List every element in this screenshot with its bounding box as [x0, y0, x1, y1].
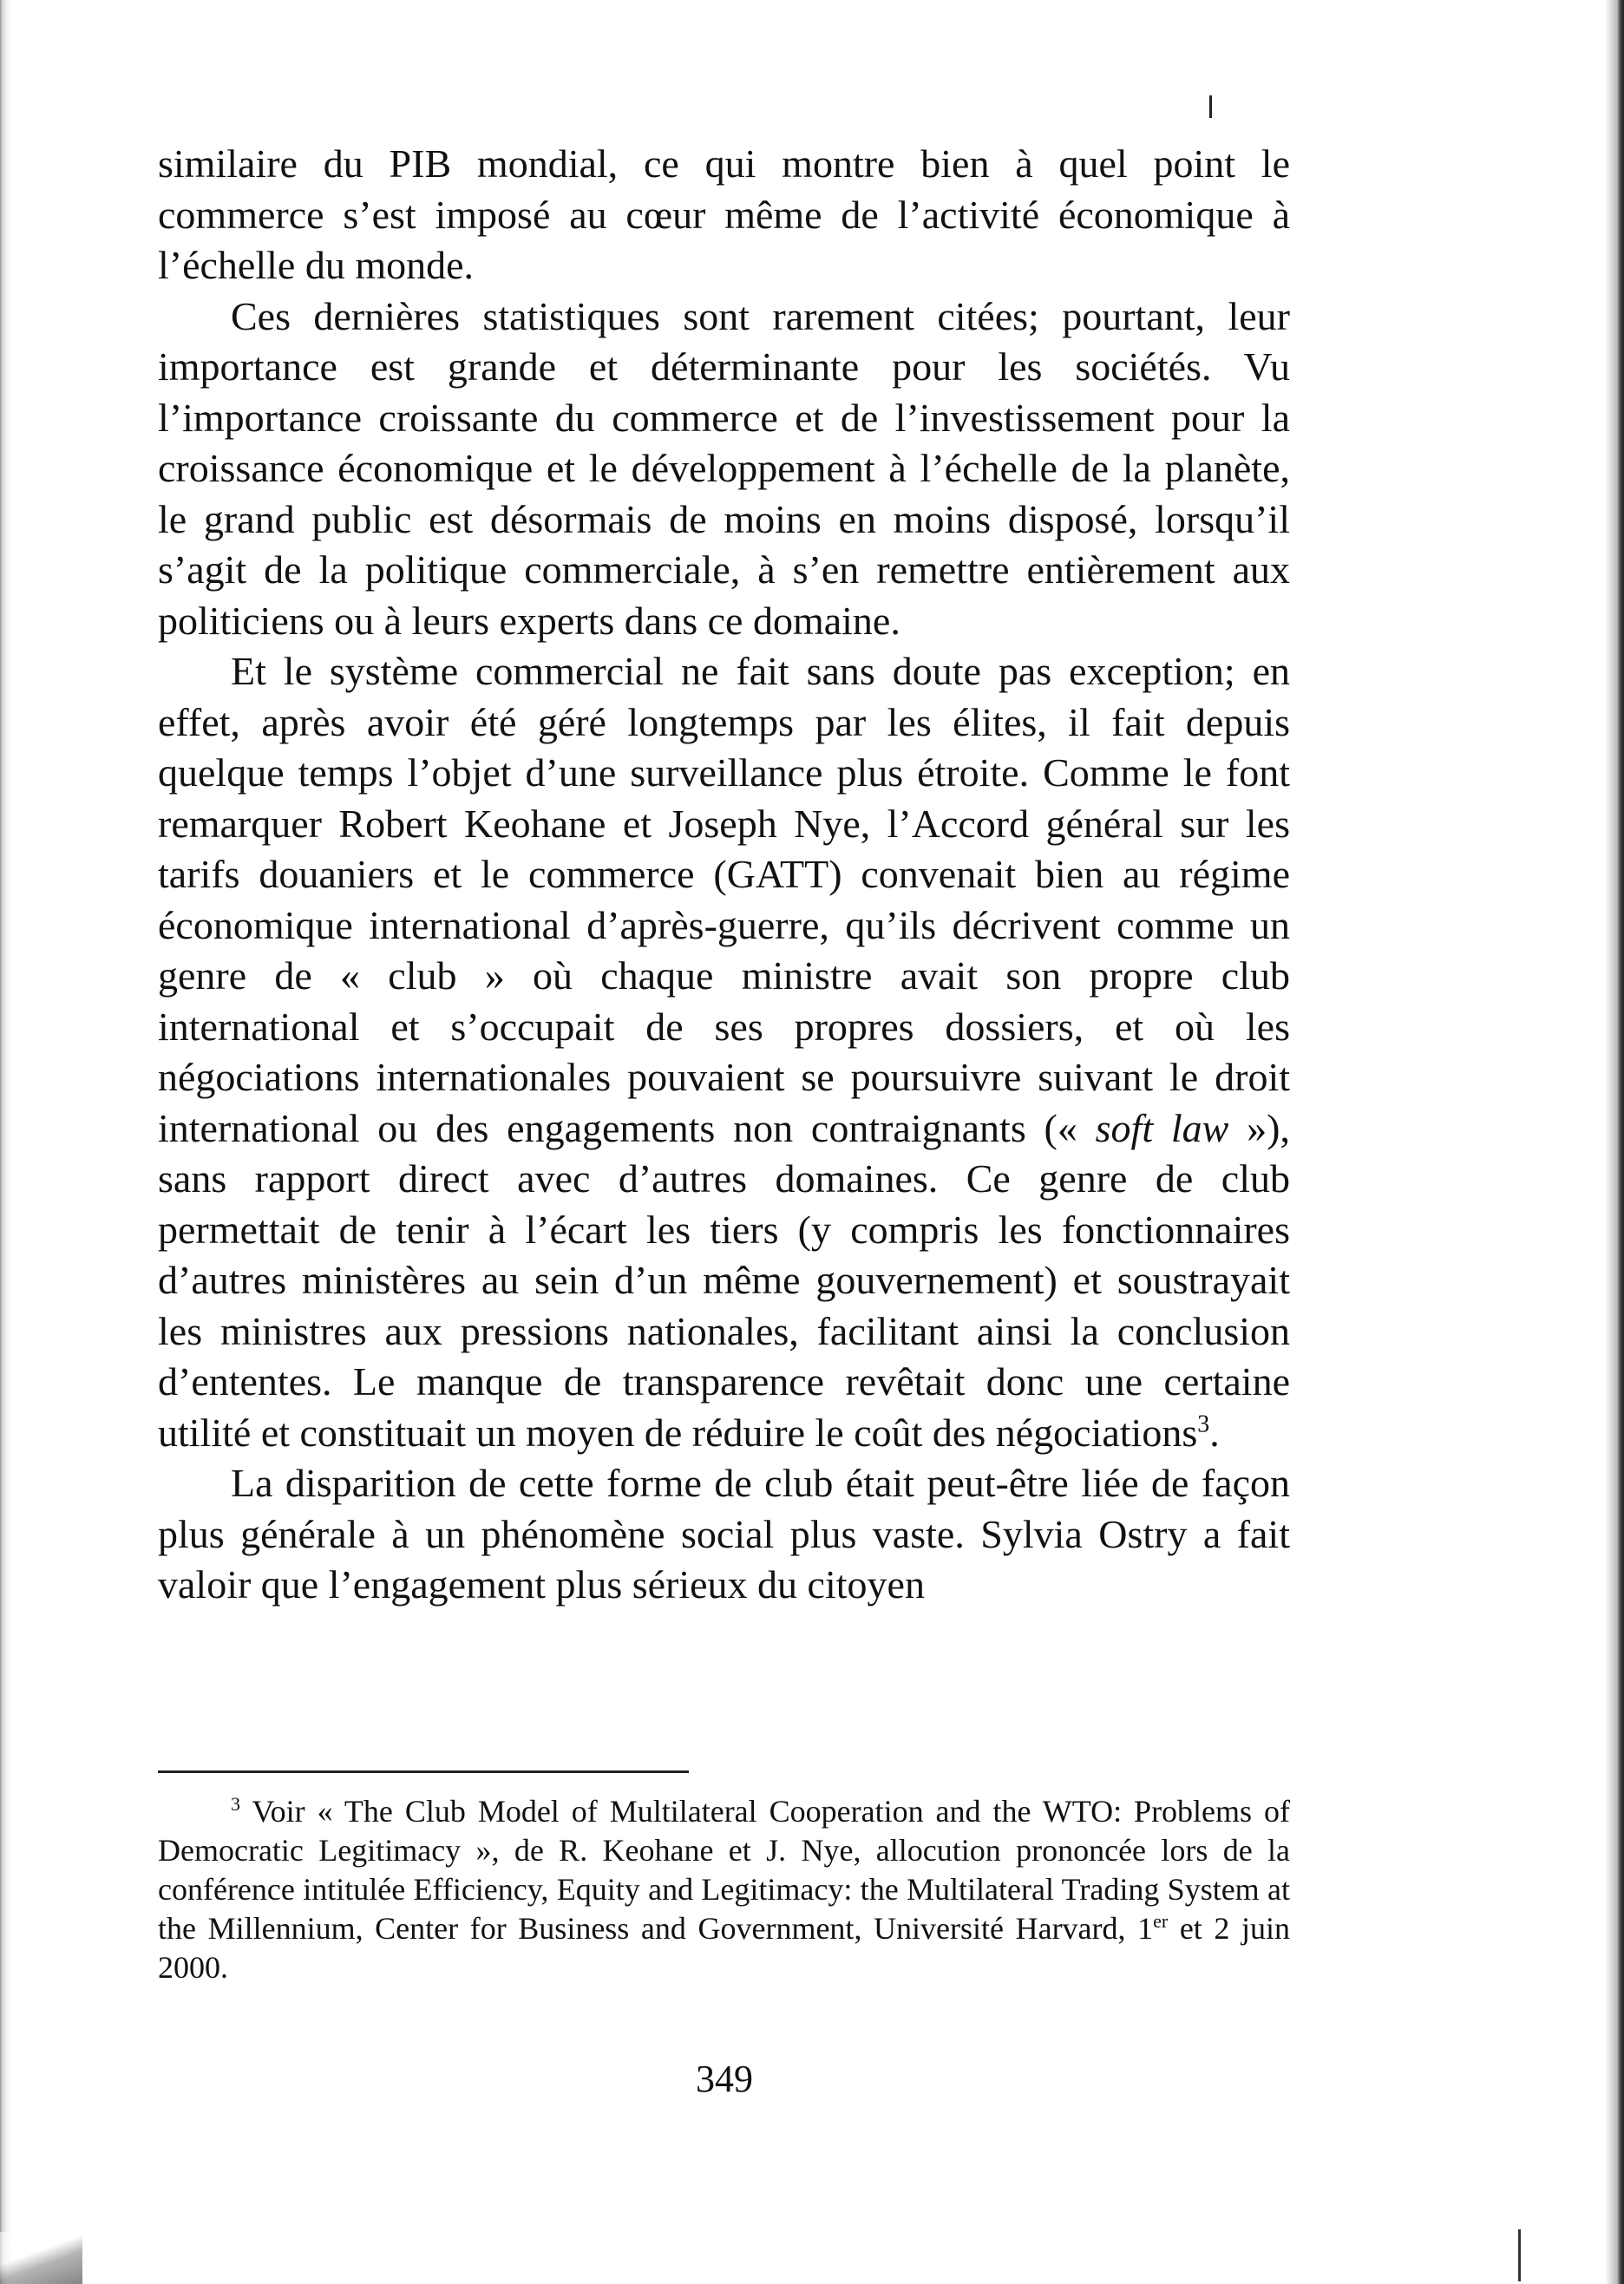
paragraph-text: .	[1209, 1410, 1220, 1455]
footnote-reference[interactable]: 3	[1197, 1410, 1210, 1438]
paragraph-text: Et le système commercial ne fait sans doute pas exception; en effet, après avoir été géré longtemps par les élites, il fait depuis quelque temps l’objet d’une surveillance plus étroite. Comme le font remarquer Robert Keohane et Joseph Nye, l’Accord général sur les tarifs douaniers et le commerce (GATT) convenait bien au régime économique international d’après-guerre, qu’ils décrivent comme un genre de « club » où chaque ministre avait son propre club international et s’occupait de ses propres dossiers, et où les négociations internationales pouvaient se poursuivre suivant le droit international ou des engagements non contraignants («	[158, 649, 1290, 1150]
footnote-separator	[158, 1770, 689, 1773]
scan-edge-left	[0, 0, 12, 2284]
paragraph-text: »), sans rapport direct avec d’autres domaines. Ce genre de club permettait de tenir à l’écart les tiers (y compris les fonctionnaires d’autres ministères au sein d’un même gouvernement) et soustrayait les ministres aux pressions nationales, facilitant ainsi la conclusion d’ententes. Le manque de transparence revêtait donc une certaine utilité et constituait un moyen de réduire le coût des négociations	[158, 1105, 1290, 1455]
footnote-text: Voir « The Club Model of Multilateral Cooperation and the WTO: Problems of Democratic Legitimacy », de R. Keohane et J. Nye, allocution prononcée lors de la conférence intitulée Efficiency, Equity and Legitimacy: the Multilateral Trading System at the Millennium, Center for Business and Government, Université Harvard, 1	[158, 1794, 1290, 1946]
scan-artifact-mark	[1518, 2229, 1521, 2281]
footnote	[158, 1792, 1290, 1987]
paragraph	[158, 646, 1290, 1458]
scan-edge-right	[1605, 0, 1624, 2284]
paragraph: La disparition de cette forme de club était peut-être liée de façon plus générale à un phénomène social plus vaste. Sylvia Ostry a fait valoir que l’engagement plus sérieux du citoyen	[158, 1461, 1290, 1607]
footnote-text: et 2 juin 2000.	[158, 1911, 1290, 1985]
ordinal-suffix: er	[1153, 1910, 1169, 1932]
paragraph: Ces dernières statistiques sont rarement citées; pourtant, leur importance est grande et déterminante pour les sociétés. Vu l’importance croissante du commerce et de l’investissement pour la croissance économique et le développement à l’échelle de la planète, le grand public est désormais de moins en moins disposé, lorsqu’il s’agit de la politique commerciale, à s’en remettre entièrement aux politiciens ou à leurs experts dans ce domaine.	[158, 293, 1290, 643]
scan-corner-mark	[0, 2232, 82, 2284]
page-body	[158, 139, 1290, 1611]
page-number: 349	[696, 2058, 753, 2100]
paragraph: similaire du PIB mondial, ce qui montre bien à quel point le commerce s’est imposé au cœur même de l’activité économique à l’échelle du monde.	[158, 141, 1290, 287]
italic-term: soft law	[1095, 1105, 1229, 1150]
scan-artifact-mark	[1209, 95, 1212, 118]
footnote-marker: 3	[231, 1793, 240, 1815]
